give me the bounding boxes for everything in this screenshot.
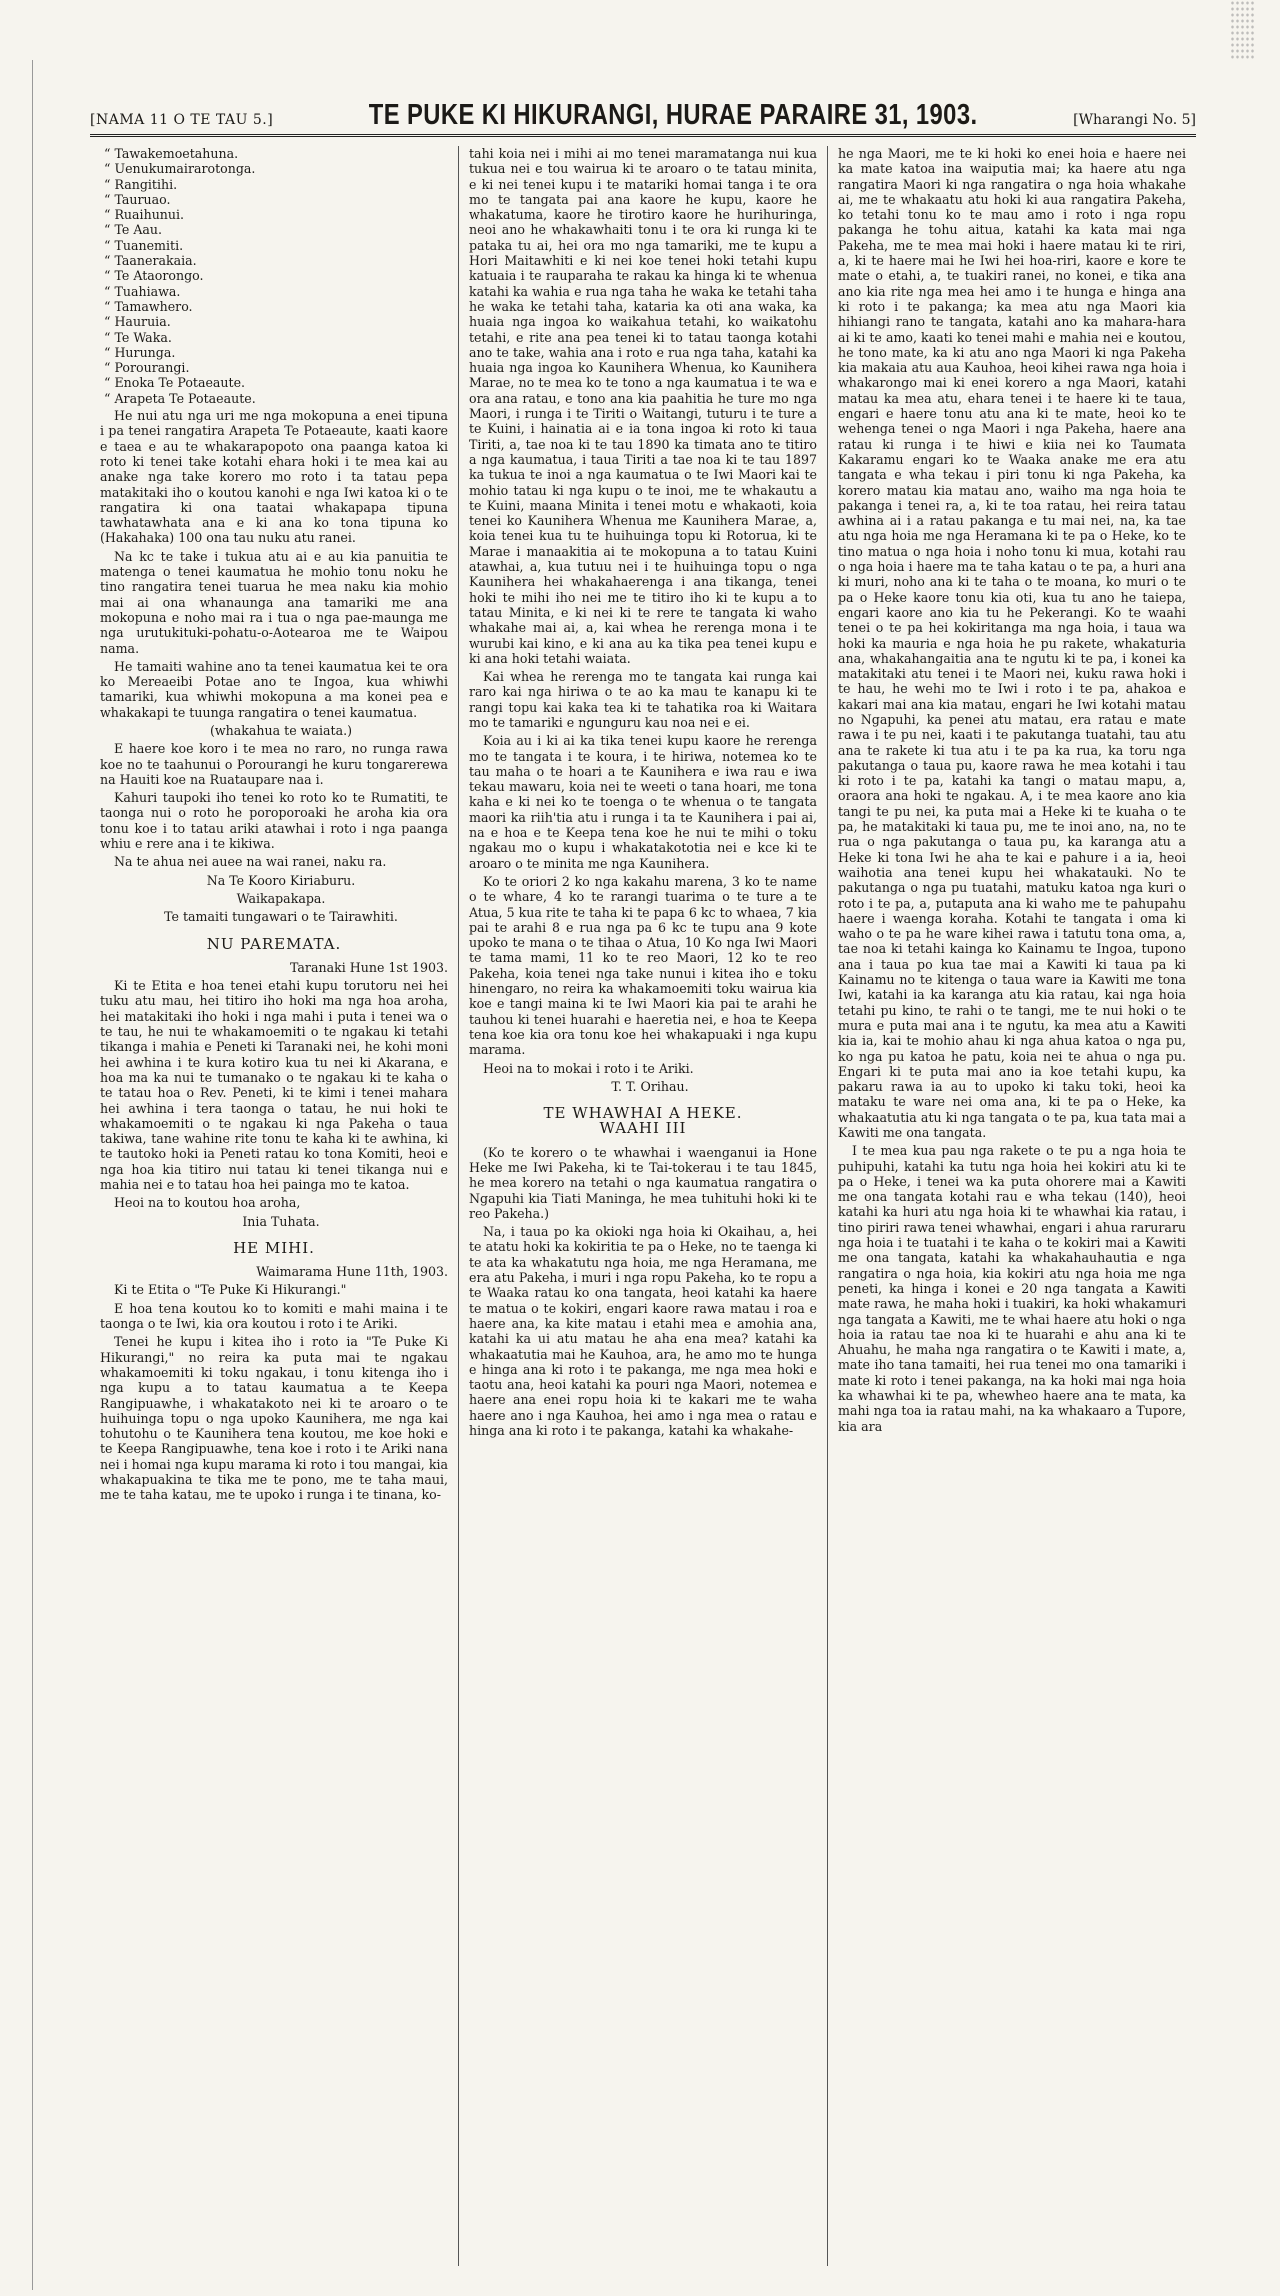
paragraph: he nga Maori, me te ki hoki ko enei hoia e haere nei ka mate katoa ina waiputia mai; ka haere atu nga rangatira Maori ki nga rangatira o nga hoia whakahe ai, me te whakaatu atu hoki ki aua rangatira Pakeha, ko tetahi tonu ko te mau amo i roto i nga ropu pakanga he tohu aitua, katahi ka kata mai nga Pakeha, me te mea mai hoki i haere matau ki te riri, a, ki te haere mai he Iwi hei hoa-riri, kaore e kore te mate o etahi, a, te tuakiri ranei, no konei, e tika ana ano kia rite nga mea hei amo i te hunga e hinga ana ki roto i te pakanga; ka mea atu nga Maori kia hihiangi rano te tangata, katahi ano ka mahara-hara ai ki te amo, kaati ko tenei mahi e mahia nei e koutou, he tono mate, ka ki atu ano nga Maori ki nga Pakeha kia makaia atu aua Kauhoa, heoi kihei rawa nga hoia i whakarongo mai ki enei korero a nga Maori, katahi matau ka mea atu, ehara tenei i te haere ki te taua, engari e haere tonu atu ana ki te mate, heoi ko te wehenga tenei o nga Maori i nga Pakeha, haere ana ratau ki runga i te hiwi e kiia nei ko Taumata Kakaramu engari ko te Waaka anake me era atu tangata e wha tekau i piri tonu ki nga Pakeha, ka korero matau kia matau ano, waiho ma nga hoia te pakanga i tenei ra, a, ki te toa ratau, hei reira tatau awhina ai i a ratau pakanga e tu mai nei, na, ka tae atu nga hoia me nga Heramana ki te pa o Heke, ko te tino matua o nga hoia i noho tonu ki mua, kotahi rau o nga hoia i haere ma te taha katau o te pa, a huri ana ki muri, noho ana ki te taha o te moana, ko muri o te pa o Heke kaore tonu kia oti, kua tu ano he taiepa, engari kaore ano kia tu he Pekerangi. Ko te waahi tenei o te pa hei kokiritanga ma nga hoia, i taua wa hoki ka mauria e nga hoia he pu rakete, whakaturia ana, whakahangaitia ana te ngutu ki te pa, i konei ka matakitaki atu tenei i te Maori nei, kuku rawa hoki i te hau, he wehi mo te Iwi i roto i te pa, ahakoa e kakari mai ana kia matau, engari he Iwi kotahi matau no Ngapuhi, ka penei atu matau, era ratau e mate rawa i te pu nei, kaati i te pakutanga tuatahi, tau atu ana te rakete ki tua atu i te pa ka rua, ka toru nga pakutanga o taua pu, kaore rawa he mea kotahi i tau ki roto i te pa, katahi ka tangi o matau mapu, a, oraora ana hoki te ngakau. A, i te mea kaore ano kia tangi te pu nei, ka puta mai a Heke ki te kuaha o te pa, he matakitaki ki taua pu, me te inoi ano, na, no te rua o nga pakutanga o taua pu, ka karanga atu a Heke ki tona Iwi he aha te kai e pahure i a ia, heoi waihotia ana tenei kupu hei whakatauki. No te pakutanga o nga pu tuatahi, matuku katoa nga kuri o roto i te pa, a, putaputa ana ki waho me te pahupahu haere i waenga koraha. Kotahi te tangata i oma ki waho o te pa he ware kihei rawa i tatutu tona oma, a, tae noa ki tetahi kainga ko Kainamu te Ingoa, tupono ana i taua po kua tae mai a Kawiti ki taua pa ki Kainamu no te kitenga o taua ware ia Kawiti me tona Iwi, katahi ia ka karanga atu kia ratau, kai nga hoia tetahi pu kino, te rahi o te tangi, me te nui hoki o te mura e puta mai ana i te ngutu, ka mea atu a Kawiti kia ia, kai te mohio ahau ki nga ahua katoa o nga pu, ko nga pu katoa he patu, koia nei te ahua o nga pu. Engari ki te puta mai ano ia koe tetahi kupu, ka pakaru rawa ia au to upoko ki taku toki, heoi ka mataku te ware nei oma ana, ki te pa o Heke, ka whakaatutia atu ki nga tangata o te pa, kua tata mai a Kawiti me ona tangata. bbox=[838, 146, 1186, 1140]
paragraph: He tamaiti wahine ano ta tenei kaumatua kei te ora ko Mereaeibi Potae ano te Ingoa, kua whiwhi tamariki, kua whiwhi mokopuna a ma konei pea e whakakapi te tuunga rangatira o tenei kaumatua. bbox=[100, 658, 448, 720]
list-item: “ Te Waka. bbox=[100, 330, 448, 345]
paragraph: Kai whea he rerenga mo te tangata kai runga kai raro kai nga hiriwa o te ao ka mau te kanapu ki te rangi topu kai kaka tea ki te tahatika roa ki Waitara mo te tamariki e ngunguru kau noa nei e ei. bbox=[469, 669, 817, 730]
list-item: “ Porourangi. bbox=[100, 360, 448, 375]
paragraph: Heoi na to mokai i roto i te Ariki. bbox=[483, 1060, 694, 1076]
section-heading-whawhai: TE WHAWHAI A HEKE. bbox=[543, 1104, 743, 1123]
paragraph: (Ko te korero o te whawhai i waenganui ia Hone Heke me Iwi Pakeha, ki te Tai-tokerau i te tau 1845, he mea korero na tetahi o nga kaumatua rangatira o Ngapuhi kia Tiati Maninga, he mea tuhituhi hoki ki te reo Pakeha.) bbox=[469, 1144, 817, 1221]
paragraph: Na te ahua nei auee na wai ranei, naku ra. bbox=[114, 854, 387, 870]
signature-title: Te tamaiti tungawari o te Tairawhiti. bbox=[164, 909, 398, 925]
section-heading-paremata: NU PAREMATA. bbox=[206, 934, 342, 953]
list-item: “ Enoka Te Potaeaute. bbox=[100, 375, 448, 390]
list-item: “ Hauruia. bbox=[100, 314, 448, 329]
page-speckle bbox=[1230, 0, 1254, 60]
issue-number: [NAMA 11 O TE TAU 5.] bbox=[90, 112, 274, 128]
page-margin-line bbox=[32, 60, 33, 2290]
masthead bbox=[90, 92, 1196, 137]
paragraph: Tenei he kupu i kitea iho i roto ia "Te Puke Ki Hikurangi," no reira ka puta mai te ngakau whakamoemiti ki toku ngakau, i tonu kitenga iho i nga kupu a to tatau kaumatua a te Keepa Rangipuawhe, i whakatakoto nei ki te aroaro o te huihuinga topu o nga upoko Kaunihera, me nga kai tohutohu o te Kaunihera tena koutou, me koe hoki e te Keepa Rangipuawhe, tena koe i roto i te Ariki nana nei i homai nga kupu marama ki roto i tou mangai, kia whakapuakina te tika me te pono, me te taha maui, me te taha katau, me te upoko i runga i te tinana, ko- bbox=[100, 1334, 448, 1503]
list-item: “ Tamawhero. bbox=[100, 299, 448, 314]
genealogy-list bbox=[100, 146, 448, 406]
list-item: “ Te Ataorongo. bbox=[100, 268, 448, 283]
signature-place: Waikapakapa. bbox=[236, 890, 326, 906]
signature: Na Te Kooro Kiriaburu. bbox=[206, 872, 356, 888]
signature: T. T. Orihau. bbox=[611, 1078, 689, 1094]
column-2 bbox=[458, 146, 827, 2266]
song-note: (whakahua te waiata.) bbox=[209, 722, 352, 738]
list-item: “ Te Aau. bbox=[100, 222, 448, 237]
paragraph: Ko te oriori 2 ko nga kakahu marena, 3 ko te name o te whare, 4 ko te rarangi tuarima o te ture a te Atua, 5 kua rite te taha ki te papa 6 kc to whaea, 7 kia pai te arahi 8 e rua nga pa 6 kc te tupu ana 9 kote upoko te mana o te tihaa o Atua, 10 Ko nga Iwi Maori te tama mami, 11 ko te reo Maori, 12 ko te reo Pakeha, koia tenei nga take nunui i kitea iho e toku hinengaro, no reira ka whakamoemiti toku wairua kia koe e tangi maina ki te Iwi Maori kia pai te arahi he tauhou ki tenei huarahi e haeretia nei, e hoa te Keepa tena koe kia ora tonu koe hei whakapuaki i nga kupu marama. bbox=[469, 873, 817, 1058]
list-item: “ Ruaihunui. bbox=[100, 207, 448, 222]
list-item: “ Uenukumairarotonga. bbox=[100, 161, 448, 176]
signature: Inia Tuhata. bbox=[242, 1213, 320, 1229]
list-item: “ Tuanemiti. bbox=[100, 238, 448, 253]
column-3 bbox=[827, 146, 1196, 2266]
dateline: Waimarama Hune 11th, 1903. bbox=[256, 1264, 448, 1280]
section-subheading-waahi: WAAHI III bbox=[599, 1119, 687, 1138]
list-item: “ Arapeta Te Potaeaute. bbox=[100, 391, 448, 406]
newspaper-page bbox=[24, 0, 1256, 2296]
article-columns bbox=[90, 146, 1196, 2266]
paragraph: Na, i taua po ka okioki nga hoia ki Okaihau, a, hei te atatu hoki ka kokiritia te pa o Heke, no te taenga ki te ata ka whakatutu nga hoia, me nga Heramana, me era atu Pakeha, i muri i nga ropu Pakeha, ko te ropu a te Waaka ratau ko ona tangata, heoi katahi ka haere te matua o te kokiri, engari kaore rawa matau i roa e haere ana, ka kite matau i etahi mea e amohia ana, katahi ka ui atu matau he aha ena mea? katahi ka whakaatutia mai he Kauhoa, ara, he amo mo te hunga e hinga ana ki roto i te pakanga, me nga mea hoki e taotu ana, heoi katahi ka pouri nga Maori, notemea e haere ana enei ropu hoia ki te kakari me te waha haere ano i nga Kauhoa, hei amo i nga mea o ratau e hinga ana ki roto i te pakanga, katahi ka whakahe- bbox=[469, 1224, 817, 1439]
column-1 bbox=[90, 146, 458, 2266]
list-item: “ Rangitihi. bbox=[100, 177, 448, 192]
paragraph: He nui atu nga uri me nga mokopuna a enei tipuna i pa tenei rangatira Arapeta Te Potaeaute, kaati kaore e taea e au te whakarapopoto ona paanga katoa ki roto ki tenei take kotahi ehara hoki i te mea kai au anake nga take korero mo roto i ta tatau pepa matakitaki iho o koutou kanohi e nga Iwi katoa ki o te rangatira ki ona taatai whakapapa tipuna tawhatawhata ana e ki ana ko tona tipuna ko (Hakahaka) 100 ona tau nuku atu ranei. bbox=[100, 408, 448, 546]
list-item: “ Tauruao. bbox=[100, 192, 448, 207]
paragraph: Kahuri taupoki iho tenei ko roto ko te Rumatiti, te taonga nui o roto he poroporoaki he aroha kia ora tonu koe i to tatau ariki atawhai i roto i nga paanga whiu e rere ana i te kikiwa. bbox=[100, 790, 448, 852]
newspaper-title: TE PUKE KI HIKURANGI, HURAE PARAIRE 31, 1903. bbox=[368, 99, 978, 131]
paragraph: Ki te Etita e hoa tenei etahi kupu torutoru nei hei tuku atu mau, hei titiro iho hoki ma nga hoa aroha, hei matakitaki iho hoki i nga mahi i puta i tenei wa o te tau, he nui te whakamoemiti o te ngakau ki tetahi tikanga i mahia e Peneti ki Taranaki nei, he kohi moni hei awhina i te kura kotiro kua tu nei ki Akarana, e hoa ma ka nui te tumanako o te ngakau ki te kaha o te tatau hoa o Rev. Peneti, ki te kimi i tenei mahara hei awhina i tera taonga o tatau, he nui hoki te whakamoemiti o te ngakau ki nga Pakeha o taua takiwa, tane wahine rite tonu te kaha ki te awhina, ki te tautoko hoki ia Peneti ratau ko tona Komiti, heoi e nga hoa kia titiro nui tatau ki tenei tikanga nui e mahia nei e to tatau hoa hei painga mo te katoa. bbox=[100, 978, 448, 1192]
paragraph: Na kc te take i tukua atu ai e au kia panuitia te matenga o tenei kaumatua he mohio tonu noku he tino rangatira tenei tuarua he mea naku kia mohio mai ai ona whanaunga ana tamariki me ana mokopuna e noho mai ra i tua o nga pae-maunga me nga urutukituki-pohatu-o-Aotearoa me te Waipou nama. bbox=[100, 548, 448, 656]
dateline: Taranaki Hune 1st 1903. bbox=[290, 959, 448, 975]
list-item: “ Tawakemoetahuna. bbox=[100, 146, 448, 161]
list-item: “ Hurunga. bbox=[100, 345, 448, 360]
page-number: [Wharangi No. 5] bbox=[1073, 112, 1196, 128]
paragraph: Ki te Etita o "Te Puke Ki Hikurangi." bbox=[114, 1282, 347, 1298]
list-item: “ Taanerakaia. bbox=[100, 253, 448, 268]
paragraph: Koia au i ki ai ka tika tenei kupu kaore he rerenga mo te tangata i te koura, i te hiriwa, notemea ko te tau maha o te hoari a te Kaunihera e iwa rau e iwa tekau mawaru, koia nei te weeti o tana hoari, me tona kaha e ki nei ko te toenga o te whenua o te tangata maori ka riih'tia atu i runga i ta te Kaunihera i pai ai, na e hoa e te Keepa tena koe he nui te mihi o toku ngakau mo o kupu i whakatakototia nei e kce ki te aroaro o te minita me nga Kaunihera. bbox=[469, 733, 817, 871]
list-item: “ Tuahiawa. bbox=[100, 284, 448, 299]
paragraph: tahi koia nei i mihi ai mo tenei maramatanga nui kua tukua nei e tou wairua ki te aroaro o te tatau minita, e ki nei tenei kupu i te matariki homai tanga i te ora mo te tangata pai ana kaore he kupu, kaore he whakatuma, kaore he tirotiro kaore he hurihuringa, neoi ano he whakawhaiti tonu i te ora ki runga ki te pataka tu ai, hei ora mo nga tamariki, me te kupu a Hori Maitawhiti e ki nei koe tenei hoki tetahi kupu katuaia i te rauparaha te rakau ka hinga ki te whenua katahi ka wahia e rua nga taha he waka ke tetahi taha he waka ke tetahi taha, kataria ka oti ana waka, ka huaia nga ingoa ko waikahua tetahi, ko waikatohu tetahi, e rite ana pea tenei ki to tatau taonga kotahi ano te take, wahia ana i roto e rua nga taha, katahi ka huaia nga ingoa ko Kaunihera Whenua, ko Kaunihera Marae, no te mea ko te tono a nga kaumatua i te wa e ora ana ratau, e tono ana kia paahitia he ture mo nga Maori, i runga i te Tiriti o Waitangi, tuturu i te ture a te Kuini, i hainatia ai e ia tona ingoa ki roto ki taua Tiriti, a, tae noa ki te tau 1890 ka timata ano te titiro a nga kaumatua, i taua Tiriti a tae noa ki te tau 1897 ka tukua te inoi a nga kaumatua o te Iwi Maori kai te mohio tatau ki nga kupu o te inoi, me te whakautu a te Kuini, maana Minita i tenei motu e whakaoti, koia tenei ko Kaunihera Whenua me Kaunihera Marae, a, koia tenei kua tu te huihuinga topu ki Rotorua, ki te Marae i manaakitia ai te mokopuna a to tatau Kuini atawhai, a, kua tutuu nei i te huihuinga topu o nga Kaunihera hei whakahaerenga i ana tikanga, tenei hoki te mihi iho nei me te titiro iho ki te kupu a to tatau Minita, e ki nei ki te rere te tangata ki waho whakahe mai ai, a, kai whea he rerenga mona i te wurubi kai kino, e ki ana au ka tika pea tenei kupu e ki ana hoki tetahi waiata. bbox=[469, 146, 817, 666]
paragraph: E haere koe koro i te mea no raro, no runga rawa koe no te taahunui o Porourangi he kuru tongarerewa na Hauiti koe na Ruataupare naa i. bbox=[100, 741, 448, 787]
section-heading-mihi: HE MIHI. bbox=[233, 1238, 315, 1257]
paragraph: Heoi na to koutou hoa aroha, bbox=[114, 1195, 301, 1211]
paragraph: I te mea kua pau nga rakete o te pu a nga hoia te puhipuhi, katahi ka tutu nga hoia hei kokiri atu ki te pa o Heke, i tenei wa ka puta ohorere mai a Kawiti me ona tangata kotahi rau e wha tekau (140), heoi katahi ka huri atu nga hoia ki te whawhai kia ratau, i tino piriri rawa tenei whawhai, engari i ahua raruraru nga hoia i te tuatahi i te kaha o te kokiri mai a Kawiti me ona tangata, katahi ka whakahauhautia e nga rangatira o nga hoia, kia kokiri atu nga hoia me nga peneti, ka hinga i konei e 20 nga tangata a Kawiti mate rawa, he maha hoki i tuakiri, ka hoki whakamuri nga tangata a Kawiti, me te whai haere atu hoki o nga hoia ia ratau tae noa ki te huarahi e ahu ana ki te Ahuahu, he maha nga rangatira o te Kawiti i mate, a, mate iho tana tamaiti, hei rua tenei mo ona tamariki i mate ki roto i tenei pakanga, na ka hoki mai nga hoia ka whawhai ki te pa, whewheo haere ana te mata, ka mahi nga toa ia ratau mahi, na ka whakaaro a Tupore, kia ara bbox=[838, 1143, 1186, 1434]
paragraph: E hoa tena koutou ko to komiti e mahi maina i te taonga o te Iwi, kia ora koutou i roto i te Ariki. bbox=[100, 1300, 448, 1332]
